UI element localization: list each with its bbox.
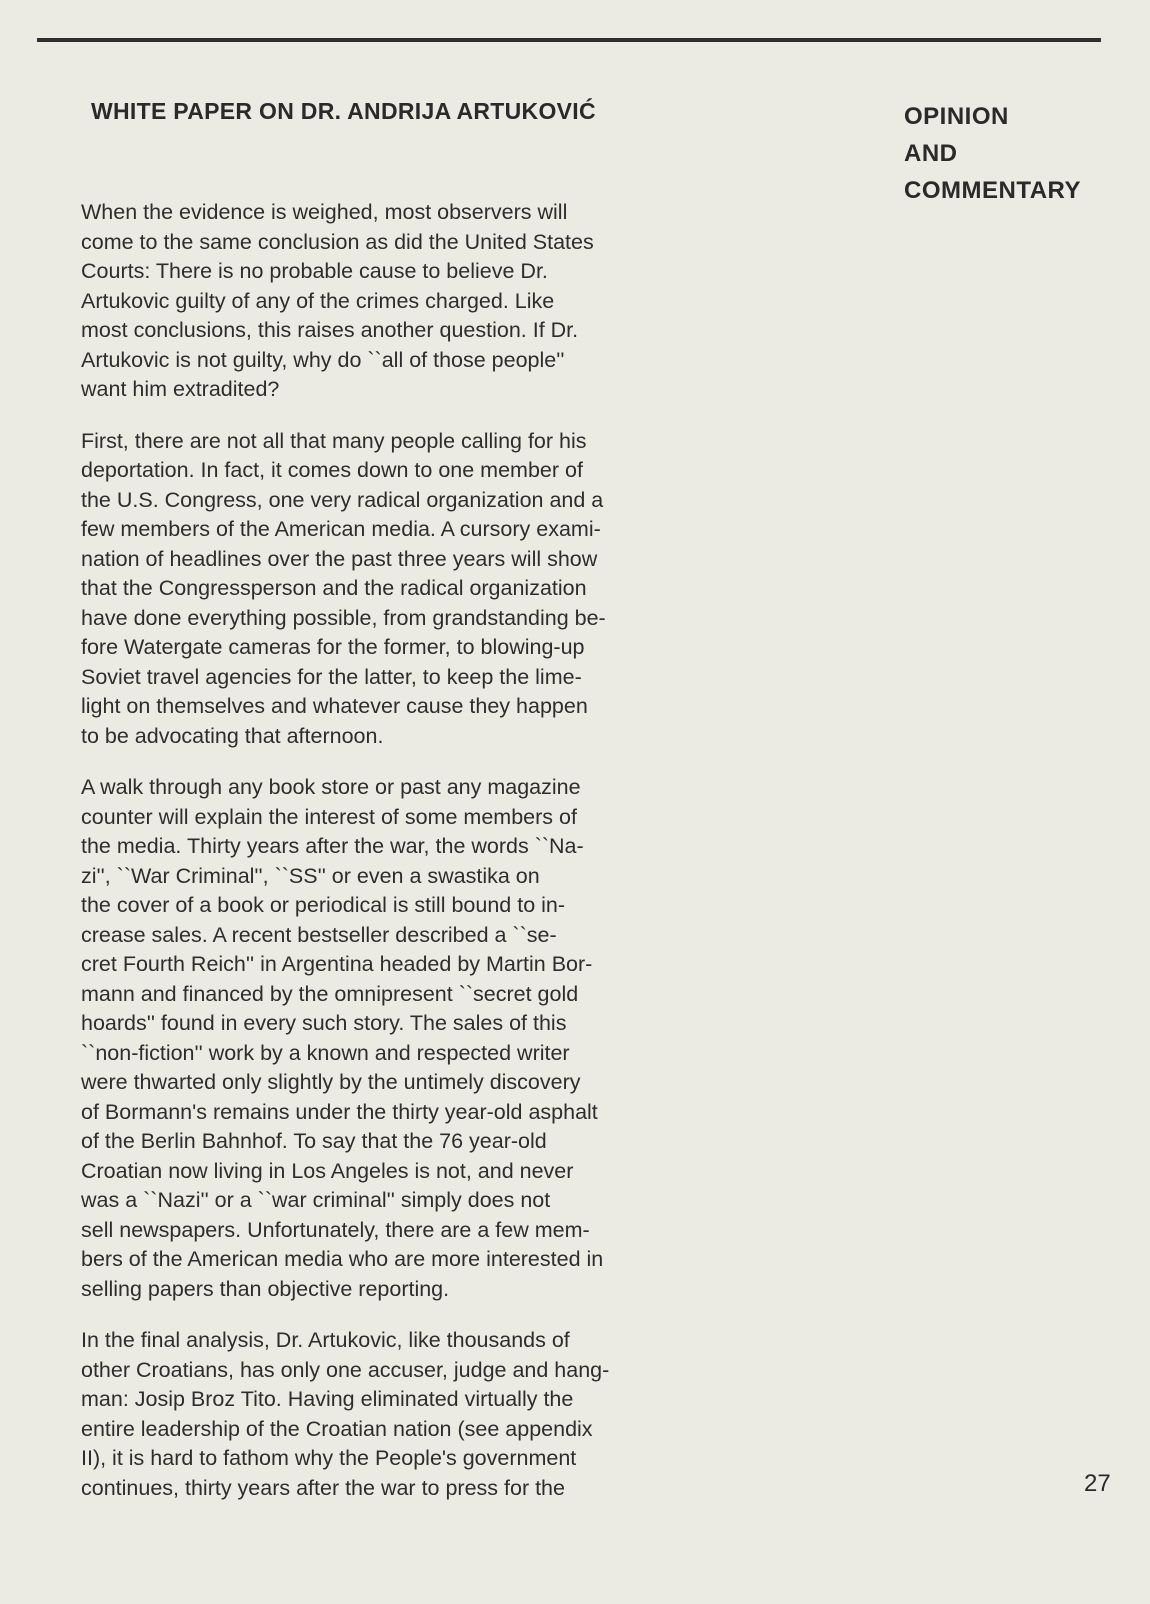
text-line: fore Watergate cameras for the former, to blowing-up bbox=[81, 635, 585, 659]
text-line: Courts: There is no probable cause to believe Dr. bbox=[81, 259, 548, 283]
paragraph bbox=[81, 427, 731, 752]
paragraph bbox=[81, 1326, 731, 1503]
text-line: the media. Thirty years after the war, the words ``Na- bbox=[81, 834, 584, 858]
text-line: the cover of a book or periodical is still bound to in- bbox=[81, 893, 566, 917]
text-line: ``non-fiction'' work by a known and respected writer bbox=[81, 1040, 570, 1065]
paragraph bbox=[81, 198, 731, 405]
top-rule bbox=[37, 38, 1101, 42]
text-line: mann and financed by the omnipresent ``secret gold bbox=[81, 981, 579, 1006]
text-line: entire leadership of the Croatian nation (see appendix bbox=[81, 1416, 593, 1441]
text-line: of the Berlin Bahnhof. To say that the 76 year-old bbox=[81, 1129, 547, 1153]
text-line: deportation. In fact, it comes down to one member of bbox=[81, 458, 583, 482]
text-line: come to the same conclusion as did the United States bbox=[81, 229, 594, 254]
section-label bbox=[904, 98, 1081, 209]
text-line: continues, thirty years after the war to press for the bbox=[81, 1475, 565, 1500]
text-line: man: Josip Broz Tito. Having eliminated virtually the bbox=[81, 1387, 574, 1411]
text-line: Soviet travel agencies for the latter, to keep the lime- bbox=[81, 664, 582, 689]
text-line: Artukovic is not guilty, why do ``all of those people'' bbox=[81, 347, 565, 372]
section-label-line: AND bbox=[904, 140, 958, 167]
text-line: A walk through any book store or past any magazine bbox=[81, 775, 581, 799]
article-body bbox=[81, 198, 731, 1525]
text-line: sell newspapers. Unfortunately, there are a few mem- bbox=[81, 1217, 590, 1242]
text-line: selling papers than objective reporting. bbox=[81, 1276, 450, 1301]
text-line: were thwarted only slightly by the untimely discovery bbox=[81, 1070, 581, 1094]
text-line: hoards'' found in every such story. The sales of this bbox=[81, 1011, 567, 1035]
text-line: bers of the American media who are more interested in bbox=[81, 1247, 604, 1271]
text-line: II), it is hard to fathom why the People's government bbox=[81, 1446, 577, 1470]
text-line: other Croatians, has only one accuser, judge and hang- bbox=[81, 1357, 610, 1382]
text-line: light on themselves and whatever cause they happen bbox=[81, 694, 588, 718]
text-line: to be advocating that afternoon. bbox=[81, 723, 384, 748]
text-line: counter will explain the interest of some members of bbox=[81, 804, 577, 829]
text-line: First, there are not all that many people calling for his bbox=[81, 428, 587, 453]
text-line: that the Congressperson and the radical organization bbox=[81, 576, 587, 600]
article-title: WHITE PAPER ON DR. ANDRIJA ARTUKOVIĆ bbox=[91, 98, 596, 124]
text-line: In the final analysis, Dr. Artukovic, like thousands of bbox=[81, 1328, 570, 1352]
text-line: Artukovic guilty of any of the crimes charged. Like bbox=[81, 288, 555, 313]
page-number: 27 bbox=[1084, 1470, 1111, 1497]
text-line: zi'', ``War Criminal'', ``SS'' or even a swastika on bbox=[81, 863, 540, 888]
text-line: Croatian now living in Los Angeles is not, and never bbox=[81, 1158, 574, 1183]
text-line: of Bormann's remains under the thirty year-old asphalt bbox=[81, 1099, 598, 1124]
text-line: cret Fourth Reich'' in Argentina headed by Martin Bor- bbox=[81, 952, 593, 976]
paragraph bbox=[81, 773, 731, 1304]
section-label-line: COMMENTARY bbox=[904, 177, 1081, 204]
text-line: few members of the American media. A cursory exami- bbox=[81, 517, 601, 541]
text-line: nation of headlines over the past three years will show bbox=[81, 546, 598, 571]
section-label-line: OPINION bbox=[904, 103, 1009, 130]
text-line: crease sales. A recent bestseller described a ``se- bbox=[81, 922, 557, 947]
text-line: most conclusions, this raises another question. If Dr. bbox=[81, 318, 579, 342]
text-line: the U.S. Congress, one very radical organization and a bbox=[81, 487, 604, 512]
text-line: was a ``Nazi'' or a ``war criminal'' simply does not bbox=[81, 1188, 551, 1212]
text-line: want him extradited? bbox=[81, 377, 280, 401]
text-line: When the evidence is weighed, most observers will bbox=[81, 200, 568, 224]
text-line: have done everything possible, from grandstanding be- bbox=[81, 605, 606, 630]
